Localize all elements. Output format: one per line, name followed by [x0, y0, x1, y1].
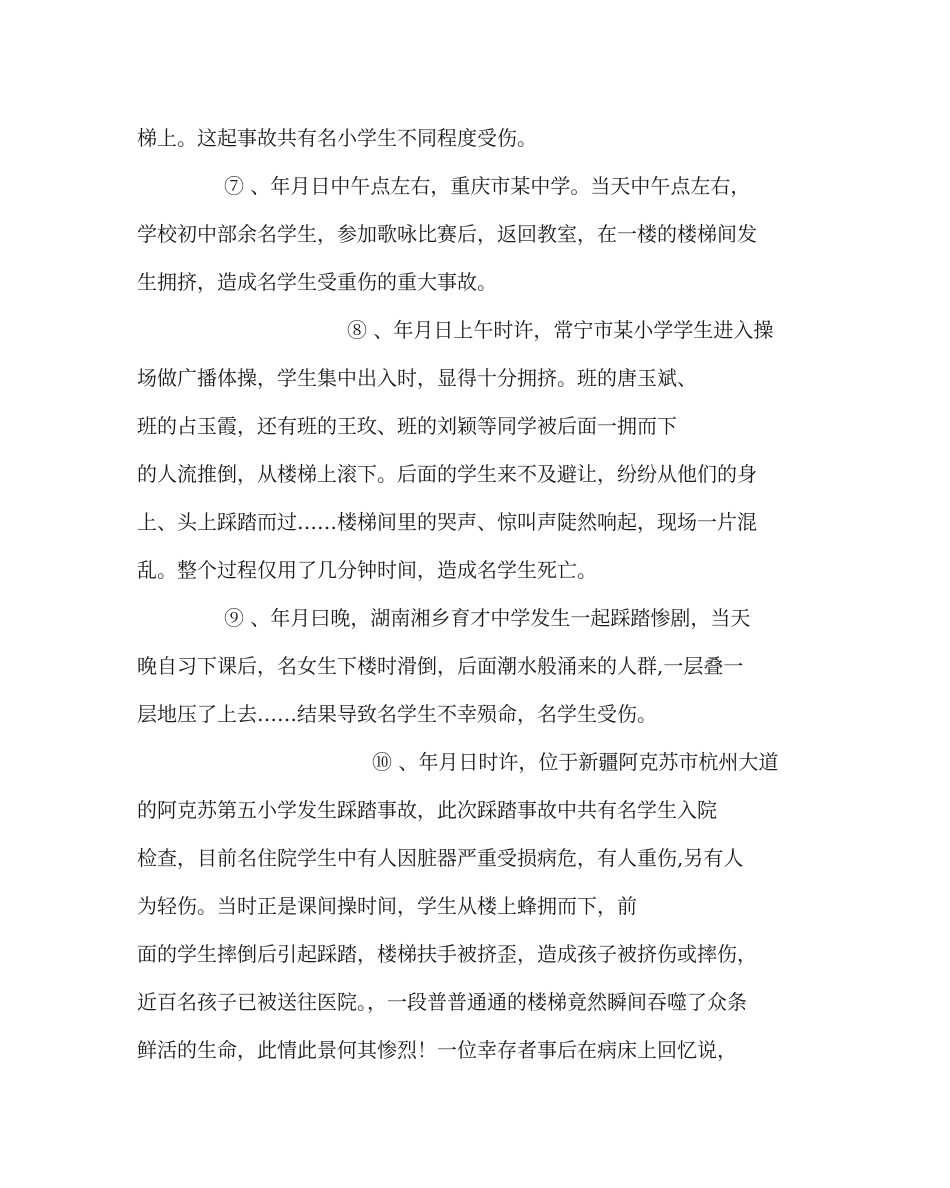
text-line: ⑧ 、年月日上午时许，常宁市某小学学生进入操	[347, 318, 774, 342]
text-line: 的阿克苏第五小学发生踩踏事故，此次踩踏事故中共有名学生入院	[137, 798, 717, 822]
text-line: 场做广播体操，学生集中出入时，显得十分拥挤。班的唐玉斌、	[137, 366, 697, 390]
text-line: 学校初中部余名学生，参加歌咏比赛后，返回教室，在一楼的楼梯间发	[137, 222, 757, 246]
text-line: 上、头上踩踏而过……楼梯间里的哭声、惊叫声陡然响起，现场一片混	[137, 510, 757, 534]
text-line: 生拥挤，造成名学生受重伤的重大事故。	[137, 270, 497, 294]
text-line: 层地压了上去……结果导致名学生不幸殒命，名学生受伤。	[137, 702, 657, 726]
text-line: 面的学生摔倒后引起踩踏，楼梯扶手被挤歪，造成孩子被挤伤或摔伤，	[137, 942, 757, 966]
text-line: 近百名孩子已被送往医院。，一段普普通通的楼梯竟然瞬间吞噬了众条	[137, 990, 747, 1014]
text-line: 鲜活的生命，此情此景何其惨烈！一位幸存者事后在病床上回忆说，	[137, 1038, 737, 1062]
text-line: 为轻伤。当时正是课间操时间，学生从楼上蜂拥而下，前	[137, 894, 637, 918]
text-line: 乱。整个过程仅用了几分钟时间，造成名学生死亡。	[137, 558, 597, 582]
text-line: ⑩ 、年月日时许，位于新疆阿克苏市杭州大道	[372, 750, 779, 774]
text-line: ⑨ 、年月曰晚，湖南湘乡育才中学发生一起踩踏惨剧，当天	[224, 606, 751, 630]
text-line: ⑦ 、年月日中午点左右，重庆市某中学。当天中午点左右，	[224, 174, 751, 198]
text-line: 晚自习下课后，名女生下楼时滑倒，后面潮水般涌来的人群,一层叠一	[137, 654, 744, 678]
text-line: 检查，目前名住院学生中有人因脏器严重受损病危，有人重伤,另有人	[137, 846, 744, 870]
text-line: 的人流推倒，从楼梯上滚下。后面的学生来不及避让，纷纷从他们的身	[137, 462, 757, 486]
text-line: 梯上。这起事故共有名小学生不同程度受伤。	[137, 126, 537, 150]
text-line: 班的占玉霞，还有班的王玫、班的刘颖等同学被后面一拥而下	[137, 414, 677, 438]
